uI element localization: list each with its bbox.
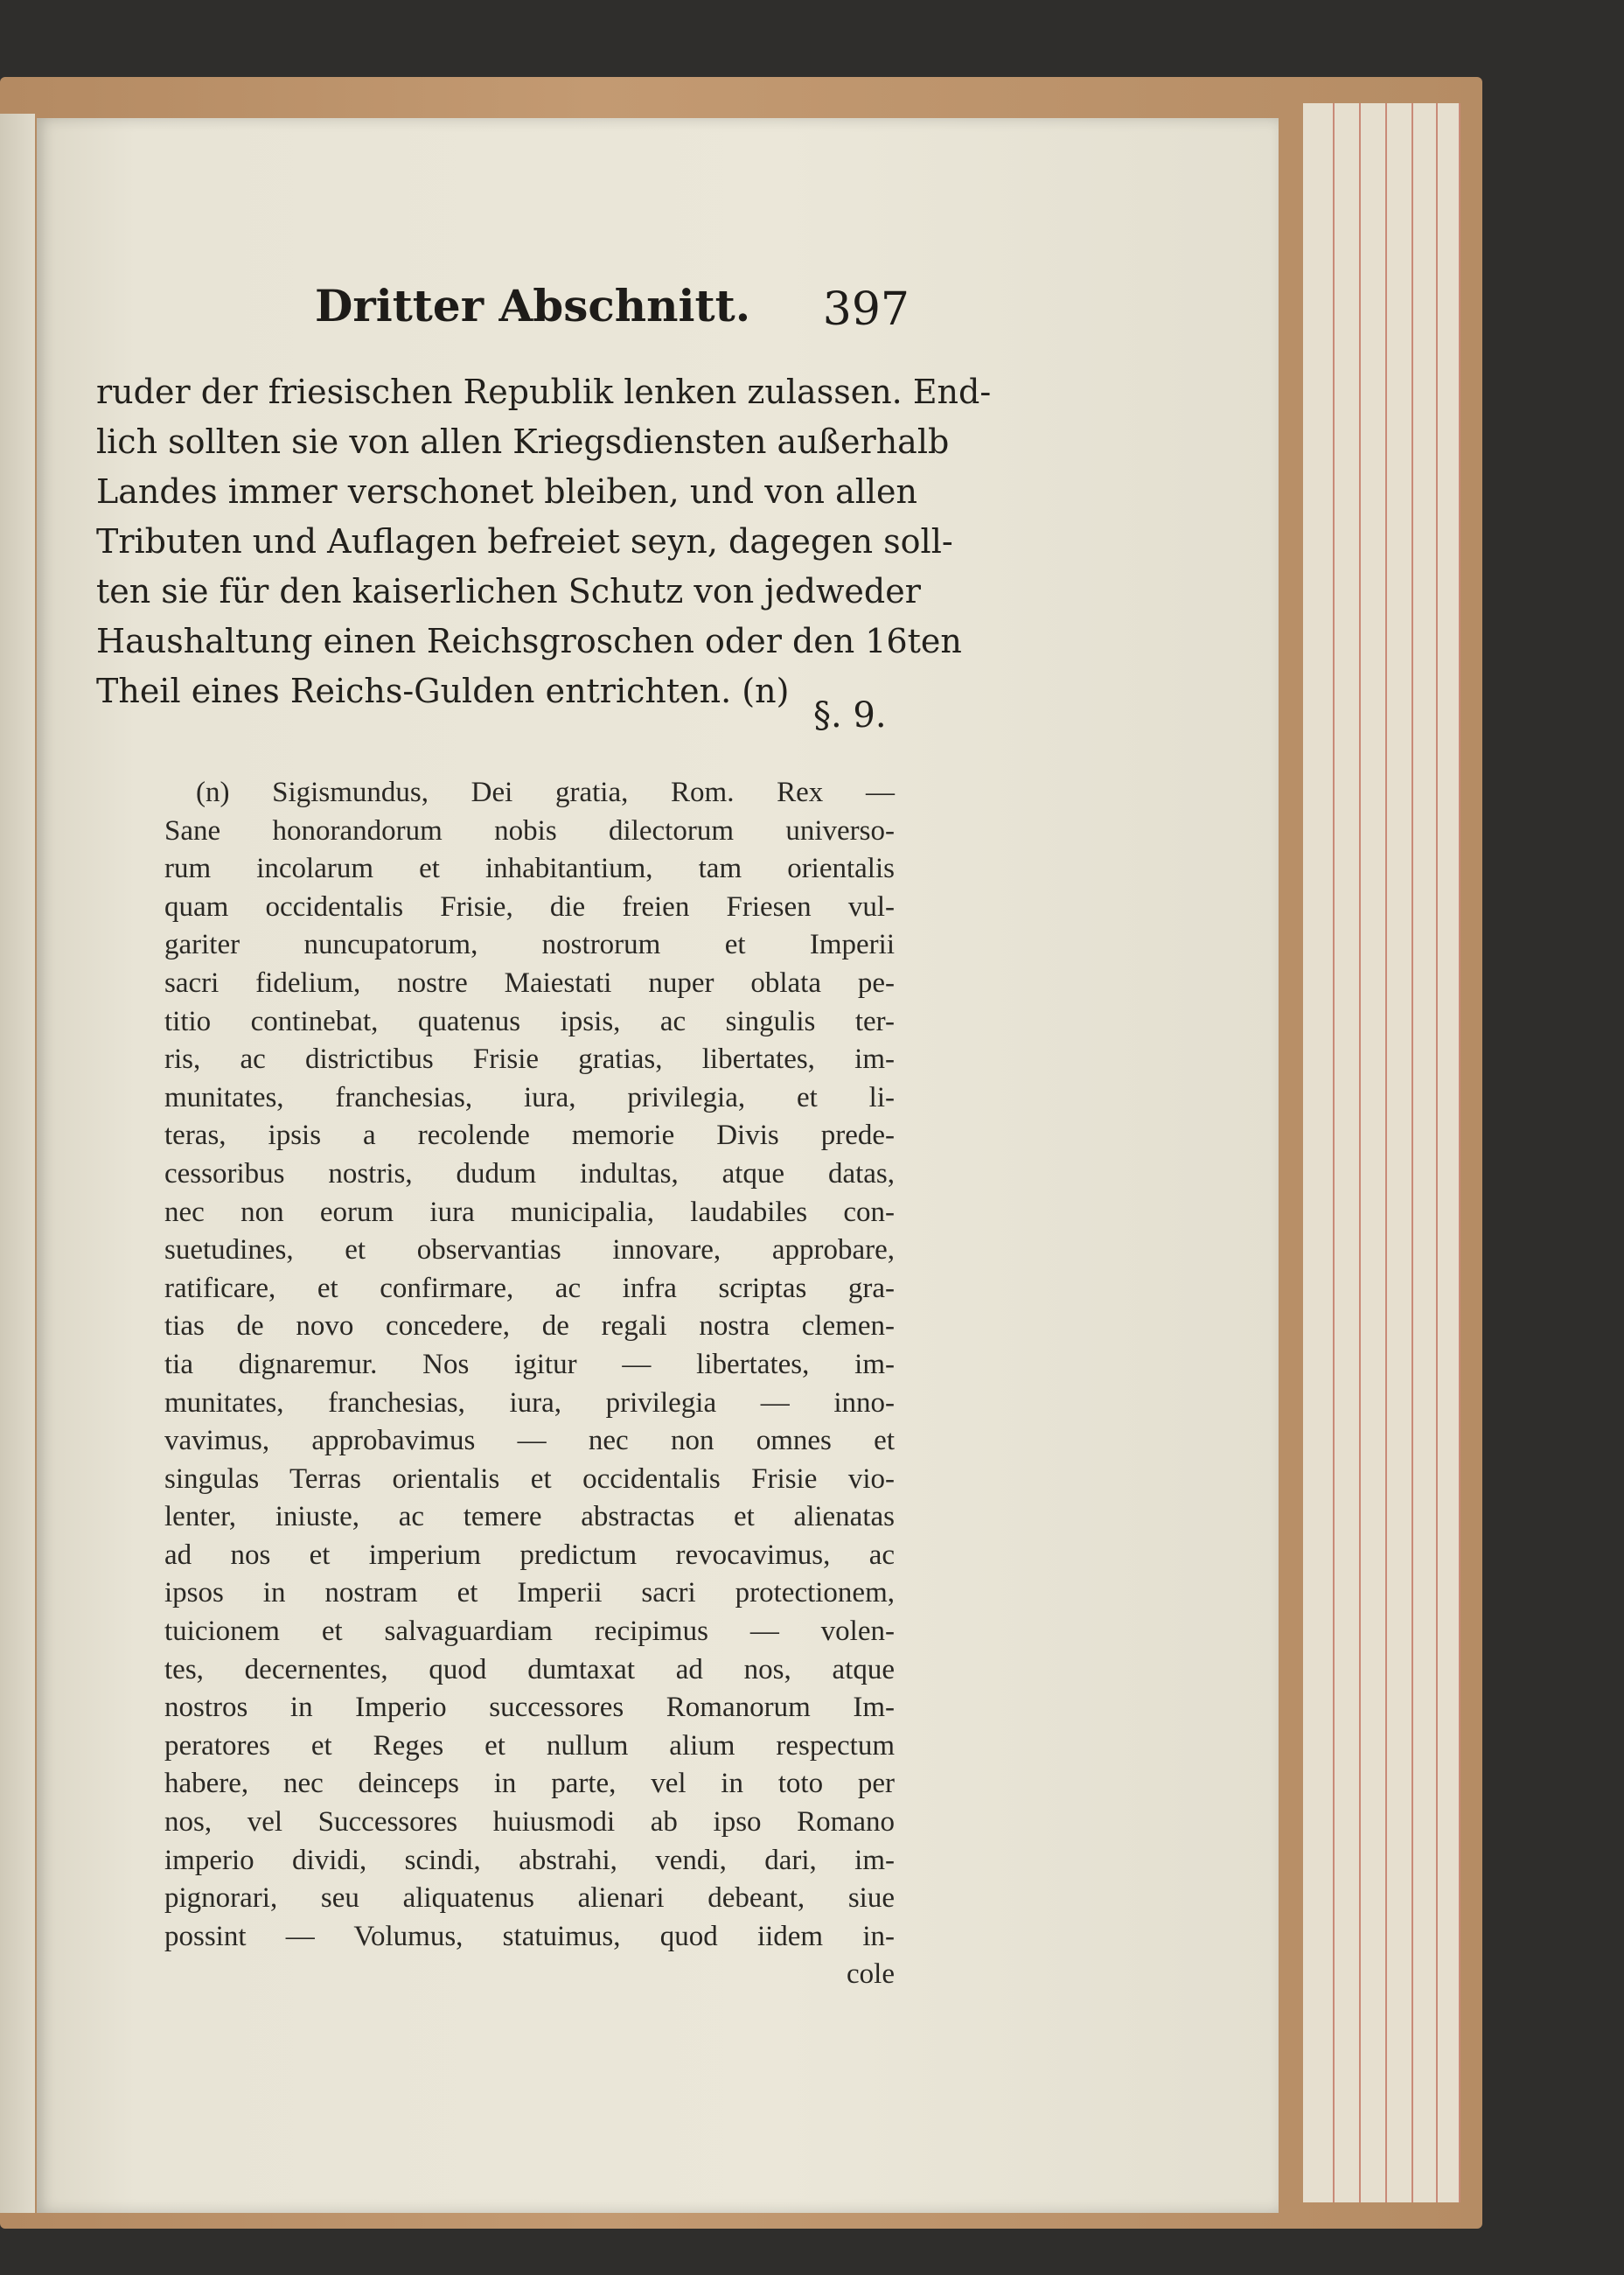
- footnote-line: peratores et Reges et nullum alium respectum: [164, 1729, 895, 1762]
- footnote-line: nec non eorum iura municipalia, laudabiles con-: [164, 1196, 895, 1228]
- footnote-line: tias de novo concedere, de regali nostra clemen-: [164, 1310, 895, 1343]
- footnote-line: munitates, franchesias, iura, privilegia — inno-: [164, 1386, 895, 1419]
- footnote-line: lenter, iniuste, ac temere abstractas et alienatas: [164, 1501, 895, 1533]
- footnote-line: sacri fidelium, nostre Maiestati nuper oblata pe-: [164, 967, 895, 999]
- footnote-line: habere, nec deinceps in parte, vel in toto per: [164, 1768, 895, 1800]
- footnote-line: ad nos et imperium predictum revocavimus, ac: [164, 1539, 895, 1571]
- footnote-line: tia dignaremur. Nos igitur — libertates, im-: [164, 1348, 895, 1380]
- text-line: Haushaltung einen Reichsgroschen oder den 16ten: [96, 622, 962, 660]
- chapter-title: Dritter Abschnitt.: [315, 280, 751, 331]
- text-line: Tributen und Auflagen befreiet seyn, dagegen soll-: [96, 522, 953, 561]
- footnote-line: ratificare, et confirmare, ac infra scriptas gra-: [164, 1272, 895, 1304]
- section-mark: §. 9.: [813, 695, 887, 736]
- footnote-line: suetudines, et observantias innovare, approbare,: [164, 1234, 895, 1267]
- main-text: [96, 367, 992, 716]
- footnote-line: tuicionem et salvaguardiam recipimus — volen-: [164, 1616, 895, 1648]
- text-line: ten sie für den kaiserlichen Schutz von jedweder: [96, 572, 921, 611]
- footnote-line: tes, decernentes, quod dumtaxat ad nos, atque: [164, 1653, 895, 1685]
- footnote-line: nostros in Imperio successores Romanorum Im-: [164, 1692, 895, 1724]
- facing-page-edge: [0, 114, 35, 2213]
- footnote-line: singulas Terras orientalis et occidentalis Frisie vio-: [164, 1462, 895, 1495]
- footnote-line: vavimus, approbavimus — nec non omnes et: [164, 1425, 895, 1457]
- text-line: ruder der friesischen Republik lenken zulassen. End-: [96, 373, 992, 411]
- footnote-line: possint — Volumus, statuimus, quod iidem in-: [164, 1920, 895, 1952]
- footnote-line: imperio dividi, scindi, abstrahi, vendi, dari, im-: [164, 1844, 895, 1876]
- text-line: Landes immer verschonet bleiben, und von allen: [96, 472, 918, 511]
- footnote-line: gariter nuncupatorum, nostrorum et Imperii: [164, 929, 895, 961]
- footnote-line: (n) Sigismundus, Dei gratia, Rom. Rex —: [196, 777, 895, 808]
- page-number: 397: [822, 283, 910, 336]
- footnote-line: rum incolarum et inhabitantium, tam orientalis: [164, 853, 895, 885]
- footnote-line: Sane honorandorum nobis dilectorum universo-: [164, 814, 895, 847]
- page-edge: [1303, 103, 1335, 2202]
- footnote-line: quam occidentalis Frisie, die freien Friesen vul-: [164, 890, 895, 923]
- catchword: cole: [847, 1958, 895, 1991]
- running-header: [315, 280, 910, 341]
- footnote: [164, 774, 895, 1994]
- footnote-line: titio continebat, quatenus ipsis, ac singulis ter-: [164, 1005, 895, 1037]
- footnote-line: munitates, franchesias, iura, privilegia, et li-: [164, 1081, 895, 1113]
- footnote-line: ris, ac districtibus Frisie gratias, libertates, im-: [164, 1043, 895, 1076]
- text-line: lich sollten sie von allen Kriegsdiensten außerhalb: [96, 422, 950, 461]
- text-line: Theil eines Reichs-Gulden entrichten. (n): [96, 672, 790, 710]
- footnote-line: teras, ipsis a recolende memorie Divis prede-: [164, 1120, 895, 1152]
- footnote-line: pignorari, seu aliquatenus alienari debeant, siue: [164, 1882, 895, 1915]
- footnote-line: cessoribus nostris, dudum indultas, atque datas,: [164, 1157, 895, 1190]
- footnote-line: ipsos in nostram et Imperii sacri protectionem,: [164, 1577, 895, 1609]
- footnote-line: nos, vel Successores huiusmodi ab ipso Romano: [164, 1806, 895, 1839]
